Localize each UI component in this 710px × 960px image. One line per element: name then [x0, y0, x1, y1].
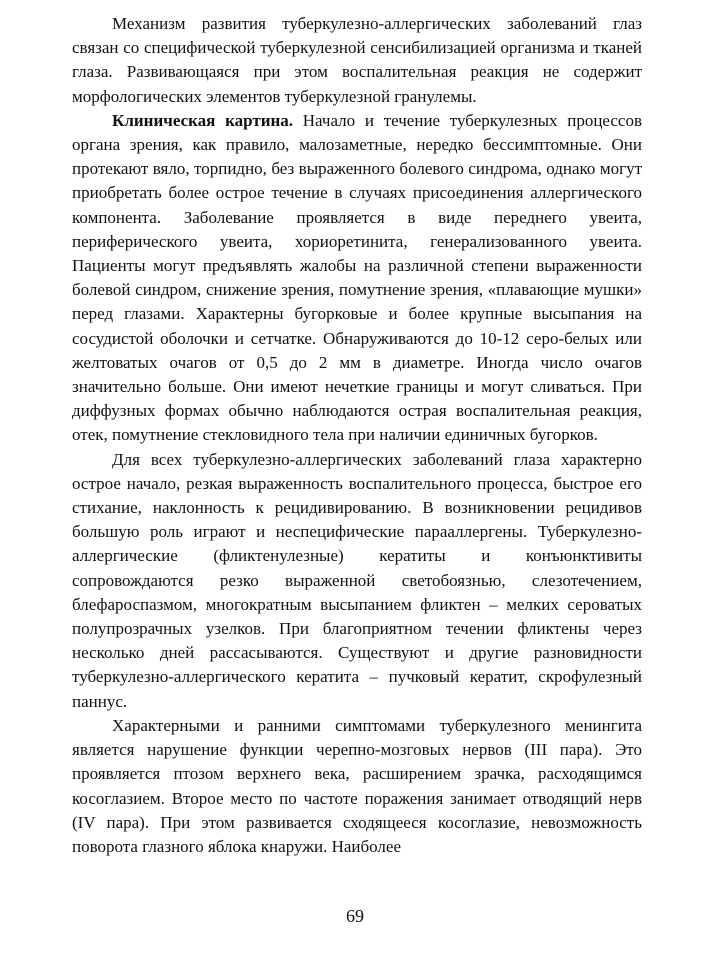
- paragraph-3-text: Для всех туберкулезно-аллергических заболеваний глаза характерно острое начало, резкая выраженность воспалительного процесса, быстрое его стихание, наклонность к рецидивированию. В возникновении рецидивов большую роль играют и неспецифические парааллергены. Туберкулезно-аллергические (фликтенулезные) кератиты и конъюнктивиты сопровождаются резко выраженной светобоязнью, слезотечением, блефароспазмом, многократным высыпанием фликтен – мелких сероватых полупрозрачных узелков. При благоприятном течении фликтены через несколько дней рассасываются. Существуют и другие разновидности туберкулезно-аллергического кератита – пучковый кератит, скрофулезный паннус.: [72, 449, 642, 711]
- page-number: 69: [346, 906, 364, 926]
- paragraph-1-text: Механизм развития туберкулезно-аллергических заболеваний глаз связан со специфической туберкулезной сенсибилизацией организма и тканей глаза. Развивающаяся при этом воспалительная реакция не содержит морфологических элементов туберкулезной гранулемы.: [72, 14, 642, 106]
- page-body: [72, 12, 642, 859]
- paragraph-4: [72, 714, 642, 859]
- paragraph-2-text: Начало и течение туберкулезных процессов органа зрения, как правило, малозаметные, нередко бессимптомные. Они протекают вяло, торпидно, без выраженного болевого синдрома, однако могут приобретать более острое течение в случаях присоединения аллергического компонента. Заболевание проявляется в виде переднего увеита, периферического увеита, хориоретинита, генерализованного увеита. Пациенты могут предъявлять жалобы на различной степени выраженности болевой синдром, снижение зрения, помутнение зрения, «плавающие мушки» перед глазами. Характерны бугорковые и более крупные высыпания на сосудистой оболочки и сетчатке. Обнаруживаются до 10-12 серо-белых или желтоватых очагов от 0,5 до 2 мм в диаметре. Иногда число очагов значительно больше. Они имеют нечеткие границы и могут сливаться. При диффузных формах обычно наблюдаются острая воспалительная реакция, отек, помутнение стекловидного тела при наличии единичных бугорков.: [72, 110, 642, 445]
- paragraph-3: [72, 448, 642, 714]
- paragraph-2: [72, 109, 642, 448]
- paragraph-4-text: Характерными и ранними симптомами туберкулезного менингита является нарушение функции черепно-мозговых нервов (III пара). Это проявляется птозом верхнего века, расширением зрачка, расходящимся косоглазием. Второе место по частоте поражения занимает отводящий нерв (IV пара). При этом развивается сходящееся косоглазие, невозможность поворота глазного яблока кнаружи. Наиболее: [72, 715, 642, 856]
- paragraph-1: [72, 12, 642, 109]
- section-heading-clinical-picture: Клиническая картина.: [112, 110, 294, 130]
